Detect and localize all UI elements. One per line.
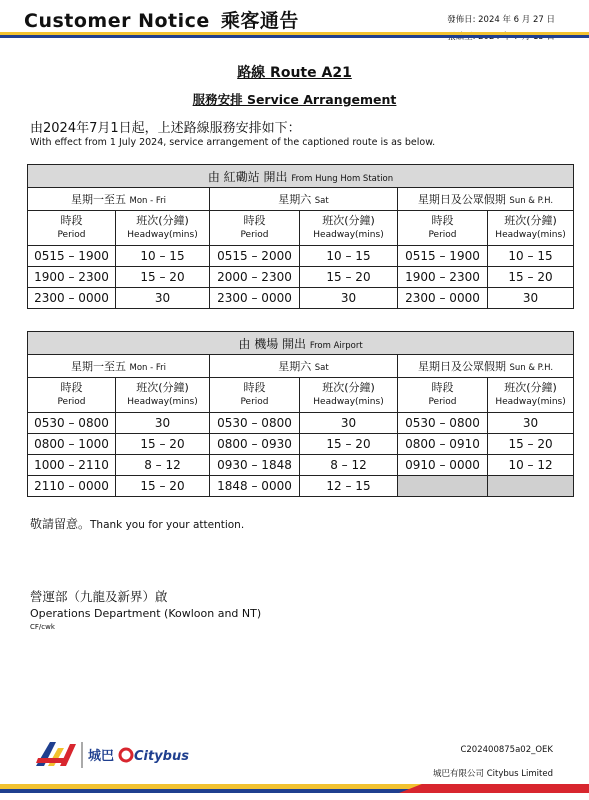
day-sun-ph-zh: 星期日及公眾假期 xyxy=(417,360,506,373)
headway-cell: 30 xyxy=(116,413,210,434)
period-cell xyxy=(398,476,488,497)
headway-cell: 30 xyxy=(300,413,398,434)
period-header-zh: 時段 xyxy=(243,214,266,227)
period-cell: 0515 – 1900 xyxy=(28,246,116,267)
period-cell: 0515 – 1900 xyxy=(398,246,488,267)
period-header-zh: 時段 xyxy=(60,214,83,227)
day-sat-zh: 星期六 xyxy=(278,360,312,373)
day-sun-ph xyxy=(398,188,574,211)
period-cell: 0800 – 0910 xyxy=(398,434,488,455)
headway-cell: 15 – 20 xyxy=(488,434,574,455)
direction-zh: 由 機場 開出 xyxy=(238,336,307,351)
issue-date: 發佈日: 2024 年 6 月 27 日 xyxy=(447,15,555,25)
period-cell: 0800 – 0930 xyxy=(210,434,300,455)
table-row xyxy=(28,288,574,309)
reference: CF/cwk xyxy=(30,623,55,631)
period-header xyxy=(398,211,488,246)
header-stripe xyxy=(0,32,589,38)
headway-cell: 30 xyxy=(116,288,210,309)
headway-header xyxy=(488,378,574,413)
period-cell: 0530 – 0800 xyxy=(210,413,300,434)
day-sat-zh: 星期六 xyxy=(278,193,312,206)
headway-cell: 15 – 20 xyxy=(300,267,398,288)
company-name: 城巴有限公司 Citybus Limited xyxy=(433,769,553,779)
direction-cell xyxy=(28,165,574,188)
period-cell: 0910 – 0000 xyxy=(398,455,488,476)
headway-header-zh: 班次(分鐘) xyxy=(136,214,189,227)
day-sat-en: Sat xyxy=(314,196,329,206)
logo-text-en: Citybus xyxy=(134,749,189,764)
column-header-row xyxy=(28,378,574,413)
route-title: 路線 Route A21 xyxy=(237,65,352,81)
headway-header-zh: 班次(分鐘) xyxy=(322,214,375,227)
citybus-logo xyxy=(34,738,204,772)
period-cell: 2300 – 0000 xyxy=(28,288,116,309)
headway-cell: 10 – 15 xyxy=(488,246,574,267)
direction-zh: 由 紅磡站 開出 xyxy=(207,169,288,184)
period-header-en: Period xyxy=(428,397,457,407)
day-sun-ph-en: Sun & P.H. xyxy=(509,196,554,206)
headway-cell: 12 – 15 xyxy=(300,476,398,497)
period-cell: 2110 – 0000 xyxy=(28,476,116,497)
notice-dates xyxy=(447,12,555,46)
period-header-en: Period xyxy=(428,230,457,240)
period-cell: 0530 – 0800 xyxy=(28,413,116,434)
footer-stripe xyxy=(0,784,589,800)
headway-header-en: Headway(mins) xyxy=(495,230,566,240)
direction-cell xyxy=(28,332,574,355)
day-sun-ph-zh: 星期日及公眾假期 xyxy=(417,193,506,206)
headway-cell: 30 xyxy=(488,288,574,309)
intro-zh: 由2024年7月1日起，上述路線服務安排如下： xyxy=(30,121,301,136)
department-en: Operations Department (Kowloon and NT) xyxy=(30,607,262,620)
day-type-row xyxy=(28,355,574,378)
department-zh: 營運部（九龍及新界）啟 xyxy=(30,589,168,604)
thanks-zh: 敬請留意。 xyxy=(30,517,91,531)
schedule-table-airport xyxy=(27,331,574,497)
table-row xyxy=(28,246,574,267)
headway-cell: 15 – 20 xyxy=(116,476,210,497)
headway-header-en: Headway(mins) xyxy=(127,397,198,407)
logo-text-zh: 城巴 xyxy=(88,749,115,764)
headway-header-en: Headway(mins) xyxy=(313,397,384,407)
period-header xyxy=(210,211,300,246)
headway-header-zh: 班次(分鐘) xyxy=(504,214,557,227)
notice-title-en: Customer Notice xyxy=(24,10,210,32)
period-cell: 0800 – 1000 xyxy=(28,434,116,455)
headway-cell: 15 – 20 xyxy=(488,267,574,288)
headway-cell: 15 – 20 xyxy=(116,434,210,455)
citybus-logo-icon xyxy=(34,738,204,772)
thanks-en: Thank you for your attention. xyxy=(90,519,245,531)
period-cell: 0530 – 0800 xyxy=(398,413,488,434)
period-header xyxy=(210,378,300,413)
headway-header-zh: 班次(分鐘) xyxy=(504,381,557,394)
headway-header-en: Headway(mins) xyxy=(313,230,384,240)
intro-en: With effect from 1 July 2024, service arrangement of the captioned route is as below. xyxy=(30,137,436,148)
headway-cell: 8 – 12 xyxy=(300,455,398,476)
period-cell: 2000 – 2300 xyxy=(210,267,300,288)
day-mon-fri-zh: 星期一至五 xyxy=(70,193,126,206)
day-type-row xyxy=(28,188,574,211)
arrangement-title: 服務安排 Service Arrangement xyxy=(192,92,397,107)
headway-header xyxy=(300,211,398,246)
period-header-zh: 時段 xyxy=(431,381,454,394)
period-cell: 2300 – 0000 xyxy=(398,288,488,309)
direction-row xyxy=(28,165,574,188)
day-mon-fri-en: Mon - Fri xyxy=(129,196,167,206)
period-cell: 1848 – 0000 xyxy=(210,476,300,497)
table-row xyxy=(28,267,574,288)
schedule-table-hung-hom xyxy=(27,164,574,309)
day-sun-ph xyxy=(398,355,574,378)
day-mon-fri xyxy=(28,188,210,211)
document-code: C202400875a02_OEK xyxy=(460,745,553,755)
day-sat xyxy=(210,355,398,378)
period-header-zh: 時段 xyxy=(243,381,266,394)
thanks-note xyxy=(30,515,244,532)
period-cell: 1900 – 2300 xyxy=(28,267,116,288)
day-mon-fri xyxy=(28,355,210,378)
headway-cell: 30 xyxy=(488,413,574,434)
direction-row xyxy=(28,332,574,355)
headway-header xyxy=(116,378,210,413)
headway-header xyxy=(300,378,398,413)
day-sun-ph-en: Sun & P.H. xyxy=(509,363,554,373)
headway-cell: 15 – 20 xyxy=(300,434,398,455)
period-header-zh: 時段 xyxy=(431,214,454,227)
period-cell: 1000 – 2110 xyxy=(28,455,116,476)
headway-header-zh: 班次(分鐘) xyxy=(322,381,375,394)
direction-en: From Hung Hom Station xyxy=(291,173,394,184)
period-header-en: Period xyxy=(240,230,269,240)
headway-header-en: Headway(mins) xyxy=(127,230,198,240)
table-row xyxy=(28,455,574,476)
day-mon-fri-en: Mon - Fri xyxy=(129,363,167,373)
table-row xyxy=(28,413,574,434)
headway-cell: 10 – 12 xyxy=(488,455,574,476)
headway-cell xyxy=(488,476,574,497)
day-sat xyxy=(210,188,398,211)
period-header-zh: 時段 xyxy=(60,381,83,394)
period-header-en: Period xyxy=(57,397,86,407)
period-cell: 0930 – 1848 xyxy=(210,455,300,476)
day-mon-fri-zh: 星期一至五 xyxy=(70,360,126,373)
headway-header-zh: 班次(分鐘) xyxy=(136,381,189,394)
period-cell: 2300 – 0000 xyxy=(210,288,300,309)
column-header-row xyxy=(28,211,574,246)
table-row xyxy=(28,476,574,497)
notice-title-zh: 乘客通告 xyxy=(220,10,299,32)
headway-header-en: Headway(mins) xyxy=(495,397,566,407)
period-header xyxy=(398,378,488,413)
period-header xyxy=(28,211,116,246)
period-cell: 0515 – 2000 xyxy=(210,246,300,267)
headway-cell: 15 – 20 xyxy=(116,267,210,288)
headway-cell: 30 xyxy=(300,288,398,309)
headway-cell: 10 – 15 xyxy=(116,246,210,267)
period-header-en: Period xyxy=(240,397,269,407)
period-header xyxy=(28,378,116,413)
headway-header xyxy=(116,211,210,246)
headway-cell: 10 – 15 xyxy=(300,246,398,267)
notice-title xyxy=(24,6,299,33)
table-row xyxy=(28,434,574,455)
headway-cell: 8 – 12 xyxy=(116,455,210,476)
headway-header xyxy=(488,211,574,246)
day-sat-en: Sat xyxy=(314,363,329,373)
period-header-en: Period xyxy=(57,230,86,240)
direction-en: From Airport xyxy=(309,340,363,351)
period-cell: 1900 – 2300 xyxy=(398,267,488,288)
